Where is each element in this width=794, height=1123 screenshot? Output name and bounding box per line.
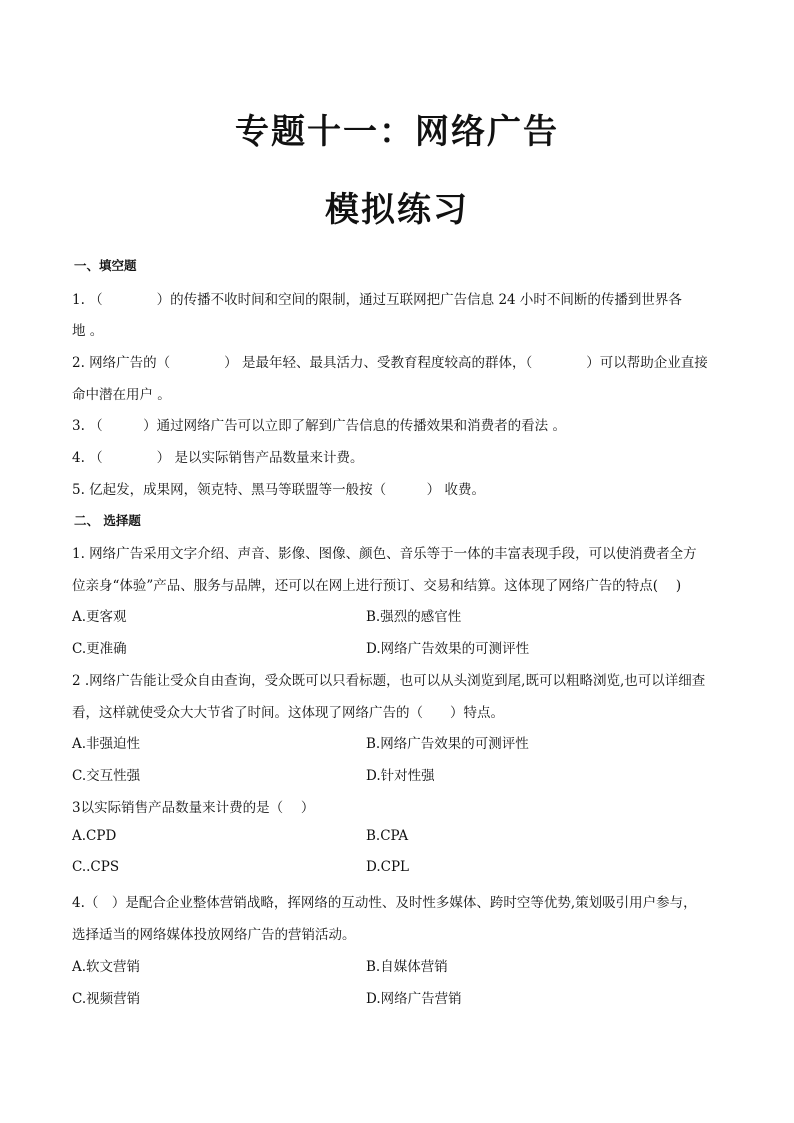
question-line: 选择适当的网络媒体投放网络广告的营销活动。: [72, 927, 356, 943]
question-line: 4. （ ） 是以实际销售产品数量来计费。: [72, 450, 364, 466]
option-a: A.CPD: [72, 828, 117, 844]
page-subtitle: 模拟练习: [325, 190, 469, 230]
option-a: A.非强迫性: [72, 736, 141, 752]
option-d: D.针对性强: [366, 768, 435, 784]
option-c: C.视频营销: [72, 991, 141, 1007]
option-a: A.更客观: [72, 609, 127, 625]
option-c: C.更准确: [72, 641, 127, 657]
option-b: B.网络广告效果的可测评性: [366, 736, 529, 752]
question-line: 2. 网络广告的（ ） 是最年轻、最具活力、受教育程度较高的群体，（ ）可以帮助企业直接: [72, 355, 708, 371]
question-line: 位亲身“体验”产品、服务与品牌，还可以在网上进行预订、交易和结算。这体现了网络广告的特点( ): [72, 578, 682, 594]
question-line: 1. 网络广告采用文字介绍、声音、影像、图像、颜色、音乐等于一体的丰富表现手段，可以使消费者全方: [72, 546, 697, 562]
question-line: 5. 亿起发，成果网，领克特、黑马等联盟等一般按（ ） 收费。: [72, 482, 485, 498]
option-c: C.交互性强: [72, 768, 141, 784]
page-title: 专题十一：网络广告: [235, 112, 559, 152]
option-d: D.网络广告营销: [366, 991, 462, 1007]
question-line: 4.（ ）是配合企业整体营销战略，挥网络的互动性、及时性多媒体、跨时空等优势,策划吸引用户参与，: [72, 895, 697, 911]
question-line: 命中潜在用户 。: [72, 387, 171, 403]
question-line: 看，这样就使受众大大节省了时间。这体现了网络广告的（ ）特点。: [72, 705, 504, 721]
section-heading-fill-blank: 一、填空题: [74, 258, 137, 273]
question-line: 3. （ ）通过网络广告可以立即了解到广告信息的传播效果和消费者的看法 。: [72, 418, 566, 434]
option-b: B.强烈的感官性: [366, 609, 462, 625]
question-line: 2 .网络广告能让受众自由查询，受众既可以只看标题，也可以从头浏览到尾,既可以粗略浏览,也可以详细查: [72, 673, 706, 689]
section-heading-choice: 二、 选择题: [74, 513, 141, 528]
option-d: D.网络广告效果的可测评性: [366, 641, 530, 657]
question-line: 地 。: [72, 323, 104, 339]
option-c: C..CPS: [72, 859, 120, 875]
question-line: 1. （ ）的传播不收时间和空间的限制，通过互联网把广告信息 24 小时不间断的传播到世界各: [72, 292, 682, 308]
option-d: D.CPL: [366, 859, 410, 875]
option-b: B.CPA: [366, 828, 409, 844]
option-b: B.自媒体营销: [366, 959, 448, 975]
option-a: A.软文营销: [72, 959, 141, 975]
question-line: 3以实际销售产品数量来计费的是（ ）: [72, 800, 315, 816]
